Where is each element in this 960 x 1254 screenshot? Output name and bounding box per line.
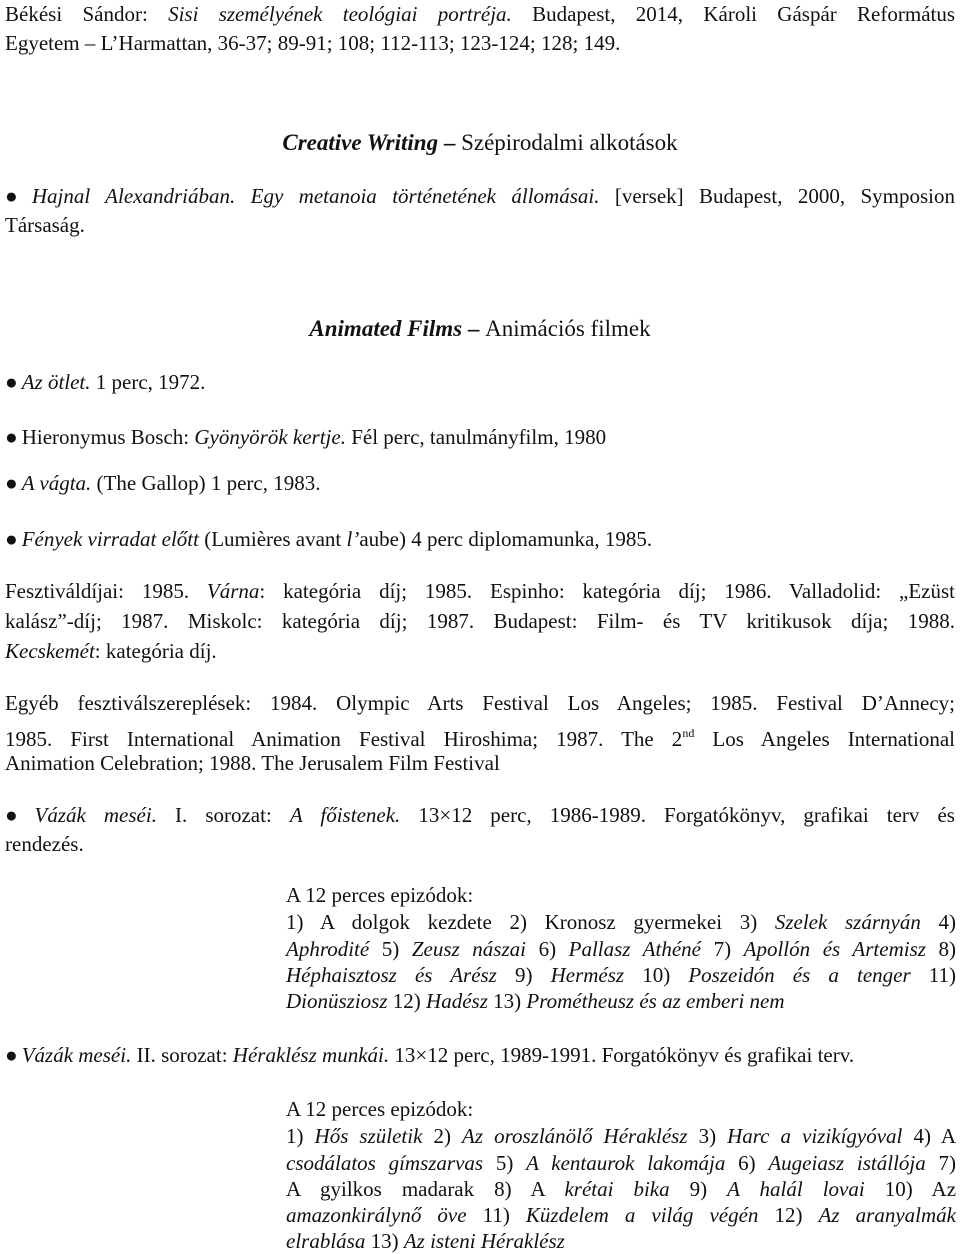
series-2-episodes-5: elrablása 13) Az isteni Héraklész (286, 1229, 565, 1253)
series-2-episodes-4: amazonkirálynő öve 11) Küzdelem a világ végén 12) Az aranyalmák (286, 1203, 956, 1227)
festivals-line-1: Egyéb fesztiválszereplések: 1984. Olympic Arts Festival Los Angeles; 1985. Festival D’Annecy; (5, 691, 955, 715)
awards-line-2: kalász”-díj; 1987. Miskolc: kategória díj; 1987. Budapest: Film- és TV kritikusok díja; 1988. (5, 609, 955, 633)
series-1-line-1: ● Vázák meséi. I. sorozat: A főistenek. 13×12 perc, 1986-1989. Forgatókönyv, grafikai terv és (5, 803, 955, 827)
series-2-episodes-1: 1) Hős születik 2) Az oroszlánölő Héraklész 3) Harc a vizikígyóval 4) A (286, 1124, 957, 1148)
bullet-icon: ● (5, 425, 18, 449)
citation-line-2: Egyetem – L’Harmattan, 36-37; 89-91; 108; 112-113; 123-124; 128; 149. (5, 31, 621, 55)
series-1-episodes-3: Héphaisztosz és Arész 9) Hermész 10) Poszeidón és a tenger 11) (286, 963, 956, 987)
festivals-line-2: 1985. First International Animation Festival Hiroshima; 1987. The 2nd Los Angeles International (5, 726, 955, 751)
series-1-episodes-4: Dionüsziosz 12) Hadész 13) Prométheusz és az emberi nem (286, 989, 785, 1013)
creative-writing-heading: Creative Writing – Szépirodalmi alkotások (282, 130, 678, 155)
series-2-episodes-3: A gyilkos madarak 8) A krétai bika 9) A halál lovai 10) Az (286, 1177, 957, 1201)
film-item-4: ● Fények virradat előtt (Lumières avant l’aube) 4 perc diplomamunka, 1985. (5, 527, 653, 551)
bullet-icon: ● (5, 184, 28, 208)
creative-item-1: ● Hajnal Alexandriában. Egy metanoia történetének állomásai. [versek] Budapest, 2000, Symposion (5, 184, 955, 208)
awards-line-3: Kecskemét: kategória díj. (5, 639, 217, 663)
festivals-line-3: Animation Celebration; 1988. The Jerusalem Film Festival (5, 751, 500, 775)
series-1-line-2: rendezés. (5, 832, 84, 856)
series-2-episodes-label: A 12 perces epizódok: (286, 1097, 474, 1121)
citation-line-1: Békési Sándor: Sisi személyének teológiai portréja. Budapest, 2014, Károli Gáspár Református (5, 2, 956, 26)
bullet-icon: ● (5, 370, 18, 394)
series-1-episodes-1: 1) A dolgok kezdete 2) Kronosz gyermekei 3) Szelek szárnyán 4) (286, 910, 956, 934)
bullet-icon: ● (5, 803, 31, 827)
creative-item-1-cont: Társaság. (5, 213, 85, 237)
series-1-episodes-2: Aphrodité 5) Zeusz nászai 6) Pallasz Athéné 7) Apollón és Artemisz 8) (286, 937, 956, 961)
bullet-icon: ● (5, 1043, 18, 1067)
series-1-episodes-label: A 12 perces epizódok: (286, 883, 474, 907)
awards-line-1: Fesztiváldíjai: 1985. Várna: kategória díj; 1985. Espinho: kategória díj; 1986. Valladolid: „Ezüst (5, 579, 955, 603)
film-item-3: ● A vágta. (The Gallop) 1 perc, 1983. (5, 471, 321, 495)
bullet-icon: ● (5, 527, 18, 551)
series-2-line-1: ● Vázák meséi. II. sorozat: Héraklész munkái. 13×12 perc, 1989-1991. Forgatókönyv és grafikai terv. (5, 1043, 855, 1067)
series-2-episodes-2: csodálatos gímszarvas 5) A kentaurok lakomája 6) Augeiasz istállója 7) (286, 1151, 956, 1175)
film-item-2: ● Hieronymus Bosch: Gyönyörök kertje. Fél perc, tanulmányfilm, 1980 (5, 425, 607, 449)
bullet-icon: ● (5, 471, 18, 495)
film-item-1: ● Az ötlet. 1 perc, 1972. (5, 370, 206, 394)
animated-films-heading: Animated Films – Animációs filmek (309, 316, 651, 341)
